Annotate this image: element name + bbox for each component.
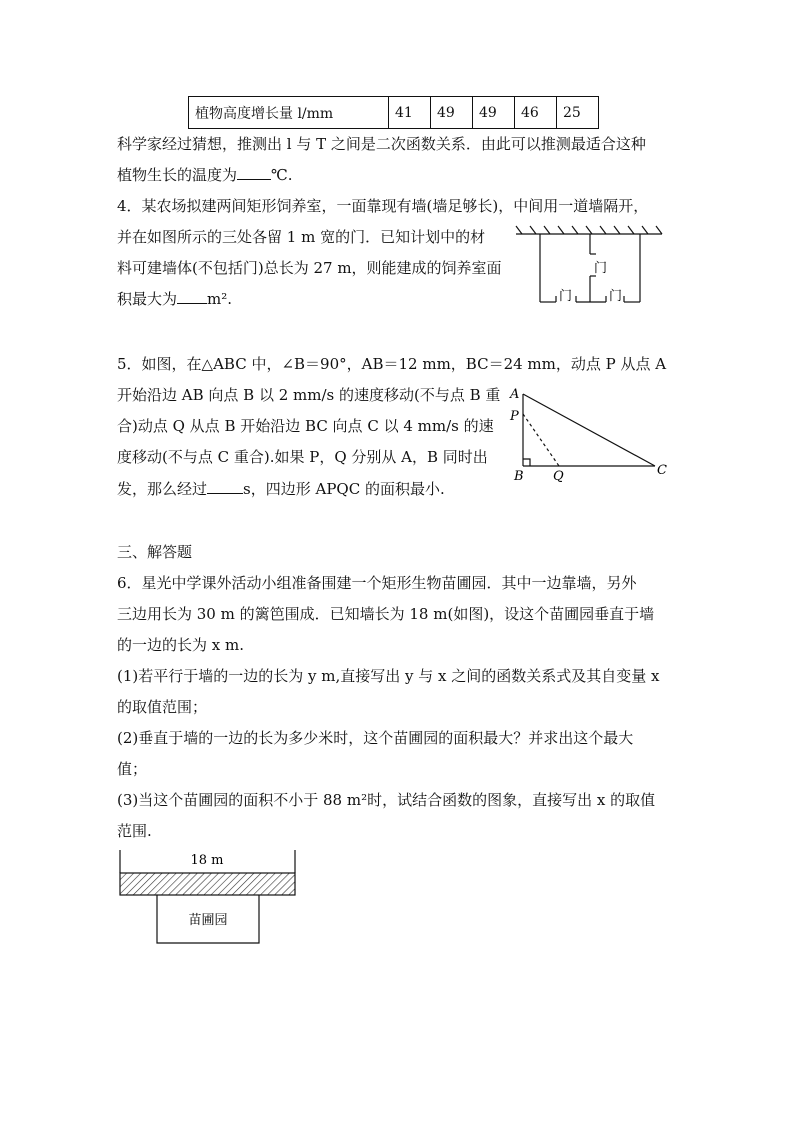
- door-label: 门: [594, 261, 608, 276]
- wall-length-label: 18 m: [190, 853, 224, 868]
- q4-unit: m².: [207, 290, 233, 308]
- q6-text-line: 的一边的长为 x m.: [117, 636, 244, 654]
- q5-text-line: 开始沿边 AB 向点 B 以 2 mm/s 的速度移动(不与点 B 重: [117, 386, 501, 404]
- q3-unit: ℃.: [271, 166, 293, 184]
- q4-text: 积最大为: [117, 290, 178, 308]
- table-row-header: 植物高度增长量 l/mm: [189, 97, 389, 129]
- section-title: 三、解答题: [117, 543, 193, 561]
- vertex-label-b: B: [514, 469, 524, 484]
- q4-text-line: 4．某农场拟建两间矩形饲养室，一面靠现有墙(墙足够长)，中间用一道墙隔开，: [117, 197, 649, 215]
- q3-text: 植物生长的温度为: [117, 166, 238, 184]
- q6-part2-line: (2)垂直于墙的一边的长为多少米时，这个苗圃园的面积最大？并求出这个最大: [117, 729, 634, 747]
- growth-table: [188, 96, 599, 129]
- q3-text-line: 科学家经过猜想，推测出 l 与 T 之间是二次函数关系．由此可以推测最适合这种: [117, 135, 646, 153]
- q5-text: s，四边形 APQC 的面积最小.: [243, 480, 445, 498]
- vertex-label-a: A: [510, 387, 520, 402]
- q6-part2-line: 值；: [117, 760, 148, 778]
- q4-text-line: [117, 289, 232, 309]
- answer-blank: [237, 165, 271, 180]
- table-cell: 46: [515, 97, 557, 129]
- table-cell: 49: [431, 97, 473, 129]
- garden-figure: [117, 847, 299, 949]
- q6-part3-line: 范围.: [117, 822, 152, 840]
- triangle-figure: [505, 384, 680, 484]
- door-label: 门: [559, 289, 573, 304]
- q6-part1-line: (1)若平行于墙的一边的长为 y m,直接写出 y 与 x 之间的函数关系式及其自变量 x: [117, 667, 660, 685]
- q4-text-line: 并在如图所示的三处各留 1 m 宽的门．已知计划中的材: [117, 228, 486, 246]
- barn-figure: [510, 222, 666, 312]
- q5-text-line: 合)动点 Q 从点 B 开始沿边 BC 向点 C 以 4 mm/s 的速: [117, 417, 494, 435]
- table-row: [189, 97, 599, 129]
- q5-text-line: 度移动(不与点 C 重合).如果 P，Q 分别从 A，B 同时出: [117, 448, 488, 466]
- q4-text-line: 料可建墙体(不包括门)总长为 27 m，则能建成的饲养室面: [117, 259, 502, 277]
- answer-blank: [207, 479, 243, 494]
- table-cell: 41: [389, 97, 431, 129]
- q5-text-line: [117, 479, 445, 499]
- table-cell: 25: [557, 97, 599, 129]
- door-label: 门: [609, 289, 623, 304]
- q6-text-line: 三边用长为 30 m 的篱笆围成．已知墙长为 18 m(如图)，设这个苗圃园垂直于墙: [117, 605, 655, 623]
- q6-text-line: 6．星光中学课外活动小组准备围建一个矩形生物苗圃园．其中一边靠墙，另外: [117, 574, 637, 592]
- table-cell: 49: [473, 97, 515, 129]
- q6-part1-line: 的取值范围；: [117, 698, 208, 716]
- q5-text-line: 5．如图，在△ABC 中，∠B＝90°，AB＝12 mm，BC＝24 mm，动点 P 从点 A: [117, 355, 667, 373]
- answer-blank: [177, 289, 207, 304]
- q5-text: 发，那么经过: [117, 480, 208, 498]
- point-label-q: Q: [553, 469, 564, 484]
- q3-text-line: [117, 165, 293, 185]
- garden-label: 苗圃园: [188, 913, 228, 928]
- q6-part3-line: (3)当这个苗圃园的面积不小于 88 m²时，试结合函数的图象，直接写出 x 的取值: [117, 791, 656, 809]
- point-label-p: P: [510, 409, 519, 424]
- vertex-label-c: C: [657, 463, 667, 478]
